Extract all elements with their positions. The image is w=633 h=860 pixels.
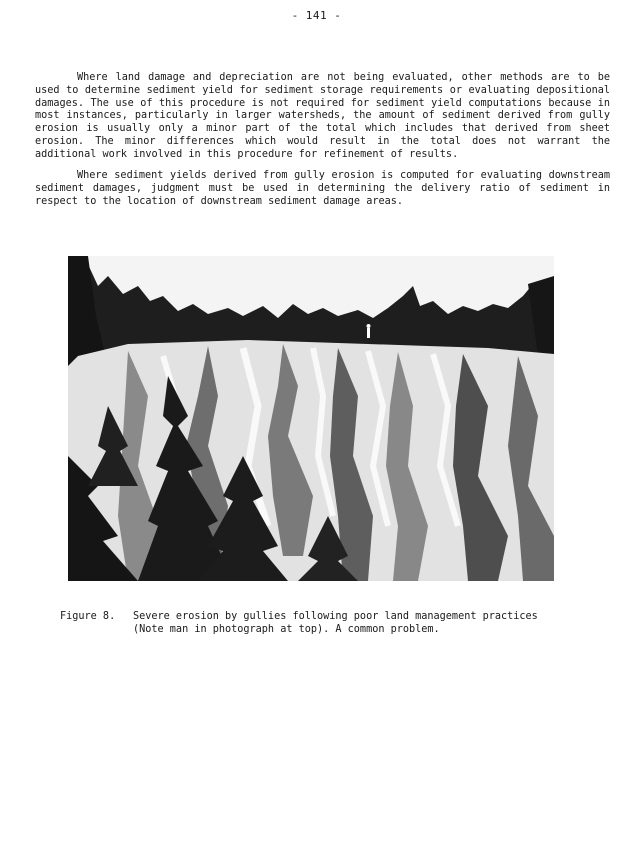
- figure-caption-text: Severe erosion by gullies following poor land management practices (Note man in photograph at top). A common problem.: [133, 611, 538, 635]
- figure-label: Figure 8.: [60, 611, 116, 622]
- gully-erosion-photograph: [68, 256, 554, 581]
- body-paragraph-2: Where sediment yields derived from gully erosion is computed for evaluating downstream sediment damages, judgment must be used in determining the delivery ratio of sediment in respect to the location of downstream sediment damage areas.: [35, 170, 610, 207]
- photo-illustration: [68, 256, 554, 581]
- body-paragraph-1: Where land damage and depreciation are not being evaluated, other methods are to be used to determine sediment yield for sediment storage requirements or evaluating depositional damages. The use of this procedure is not required for sediment yield computations because in most instances, particularly in larger watersheds, the amount of sediment derived from gully erosion is usually only a minor part of the total which includes that derived from sheet erosion. The minor differences which would result in the total does not warrant the additional work involved in this procedure for refinement of results.: [35, 72, 610, 160]
- page-number: - 141 -: [291, 9, 342, 22]
